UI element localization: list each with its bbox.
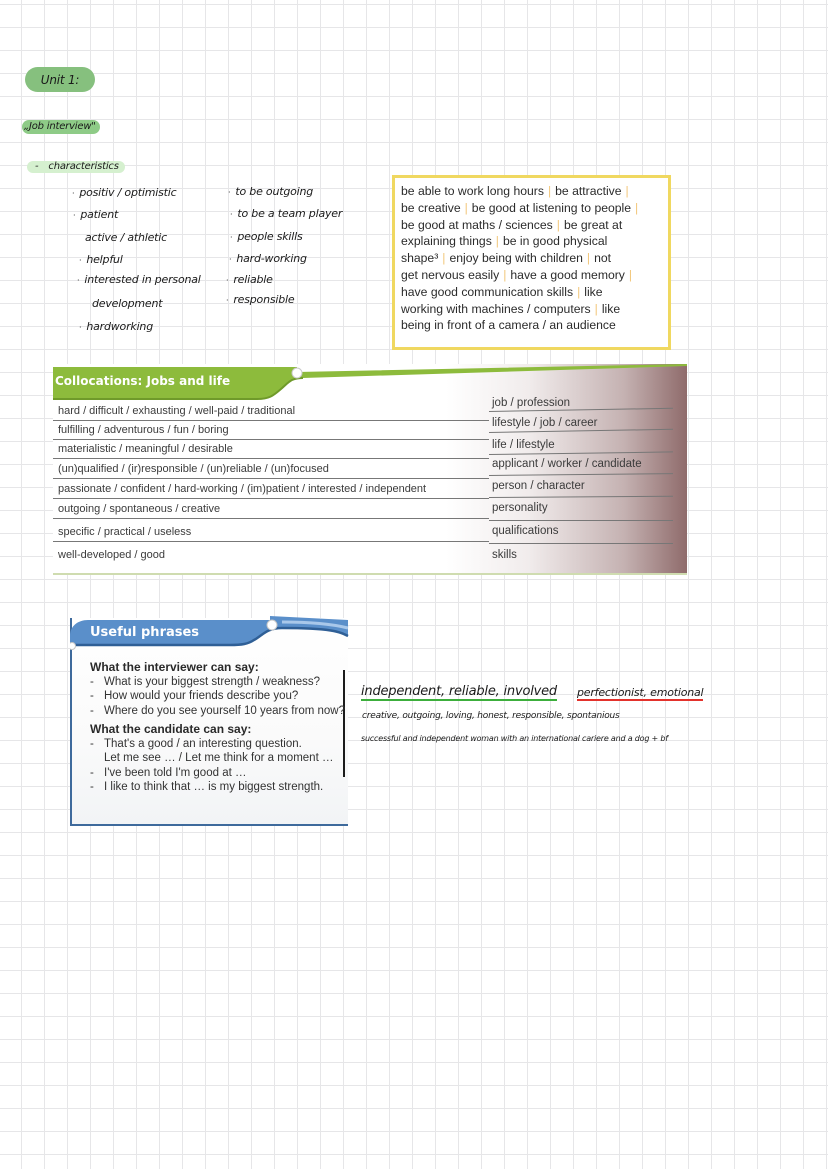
collocation-adjectives: hard / difficult / exhausting / well-paid / traditional xyxy=(58,405,296,417)
separator: | xyxy=(594,301,598,316)
list-item: · people skills xyxy=(230,230,303,243)
dot-bullet-icon: · xyxy=(229,254,232,264)
negative-traits-note xyxy=(577,686,703,699)
row-divider xyxy=(53,458,489,459)
phrase-item-continuation: Let me see … / Let me think for a moment … xyxy=(104,752,334,764)
dot-bullet-icon: · xyxy=(79,322,82,332)
separator: | xyxy=(625,184,629,198)
dot-bullet-icon: · xyxy=(79,255,82,265)
list-item: · patient xyxy=(73,208,119,221)
more-traits-note: creative, outgoing, loving, honest, responsible, spontanious xyxy=(362,711,620,721)
positive-traits: independent, reliable, involved xyxy=(361,684,557,699)
dot-bullet-icon: · xyxy=(230,232,233,242)
collocation-noun: skills xyxy=(492,549,517,561)
list-item: development xyxy=(92,297,163,310)
phrase-item: - I've been told I'm good at … xyxy=(90,766,247,779)
list-item: · responsible xyxy=(226,293,295,306)
collocations-table xyxy=(53,364,687,575)
collocation-adjectives: fulfilling / adventurous / fun / boring xyxy=(58,424,229,436)
collocation-noun: person / character xyxy=(492,480,585,492)
abilities-box xyxy=(392,175,671,350)
separator: | xyxy=(635,200,639,215)
positive-traits-note xyxy=(361,684,557,699)
separator: | xyxy=(442,251,446,266)
dash-bullet-icon: - xyxy=(90,737,94,750)
phrase-item: - What is your biggest strength / weakness? xyxy=(90,675,321,688)
collocation-adjectives: specific / practical / useless xyxy=(58,526,192,538)
separator: | xyxy=(464,200,468,215)
candidate-heading: What the candidate can say: xyxy=(90,722,252,736)
row-divider xyxy=(53,478,489,479)
collocation-adjectives: passionate / confident / hard-working / (im)patient / interested / independent xyxy=(58,483,427,495)
row-divider xyxy=(53,498,489,499)
list-item: · to be a team player xyxy=(230,207,343,220)
abilities-line: have good communication skills | like xyxy=(401,284,603,299)
dot-bullet-icon: · xyxy=(226,295,229,305)
row-divider xyxy=(489,543,673,544)
collocations-title: Collocations: Jobs and life xyxy=(55,374,231,388)
row-divider xyxy=(489,520,673,521)
useful-phrases-body xyxy=(90,660,345,795)
separator: | xyxy=(628,267,633,282)
negative-traits: perfectionist, emotional xyxy=(577,686,704,699)
collocation-noun: lifestyle / job / career xyxy=(492,417,598,429)
abilities-line: be able to work long hours | be attractive | xyxy=(401,184,629,198)
collocation-adjectives: materialistic / meaningful / desirable xyxy=(58,443,233,455)
list-item: · to be outgoing xyxy=(228,185,314,198)
phrase-item: - Where do you see yourself 10 years from now? xyxy=(90,704,345,717)
dash-bullet-icon: - xyxy=(35,161,39,172)
characteristics-label: characteristics xyxy=(48,161,119,172)
useful-phrases-title: Useful phrases xyxy=(90,625,200,640)
abilities-line: get nervous easily | have a good memory | xyxy=(401,267,633,282)
table-row xyxy=(53,523,673,542)
dot-bullet-icon: · xyxy=(228,187,231,197)
dot-bullet-icon: · xyxy=(226,275,229,285)
interviewer-heading: What the interviewer can say: xyxy=(90,660,259,674)
dash-bullet-icon: - xyxy=(90,781,94,793)
dot-bullet-icon: · xyxy=(230,209,233,219)
abilities-line: being in front of a camera / an audience xyxy=(401,318,616,333)
table-row xyxy=(53,546,673,565)
collocation-noun: personality xyxy=(492,502,548,514)
topic-label: „Job interview" xyxy=(24,121,96,132)
collocation-adjectives: well-developed / good xyxy=(58,549,166,561)
list-item: active / athletic xyxy=(85,231,168,244)
phrase-item: - I like to think that … is my biggest strength. xyxy=(90,781,324,793)
abilities-line: working with machines / computers | like xyxy=(401,301,621,316)
unit-title-pill xyxy=(25,67,95,92)
collocation-noun: applicant / worker / candidate xyxy=(492,458,642,470)
list-item: · interested in personal xyxy=(77,273,201,286)
collocation-noun: life / lifestyle xyxy=(492,439,555,451)
collocation-adjectives: (un)qualified / (ir)responsible / (un)reliable / (un)focused xyxy=(58,463,329,475)
list-item: · reliable xyxy=(226,273,273,286)
separator: | xyxy=(495,234,499,249)
table-row xyxy=(53,500,673,519)
unit-title: Unit 1: xyxy=(40,72,80,87)
separator: | xyxy=(556,217,560,232)
list-item: · hard-working xyxy=(229,252,307,265)
dash-bullet-icon: - xyxy=(90,690,94,702)
abilities-line: be creative | be good at listening to people | xyxy=(401,200,639,215)
dot-bullet-icon: · xyxy=(72,188,75,198)
table-row xyxy=(53,440,673,459)
separator: | xyxy=(503,267,507,282)
goal-sentence-note: successful and independent woman with an international cariere and a dog + bf xyxy=(361,734,668,743)
abilities-line: be good at maths / sciences | be great at xyxy=(401,217,623,232)
row-divider xyxy=(53,541,489,542)
collocation-adjectives: outgoing / spontaneous / creative xyxy=(58,503,221,515)
list-item: · positiv / optimistic xyxy=(72,186,177,199)
separator: | xyxy=(547,184,552,198)
abilities-line: explaining things | be in good physical xyxy=(401,234,608,249)
list-item: · hardworking xyxy=(79,320,153,333)
dash-bullet-icon: - xyxy=(90,675,94,688)
phrase-item: - How would your friends describe you? xyxy=(90,690,299,702)
separator: | xyxy=(586,251,591,266)
phrase-item: - That's a good / an interesting question. xyxy=(90,737,302,750)
useful-phrases-box xyxy=(70,618,348,826)
collocation-noun: qualifications xyxy=(492,525,559,537)
dash-bullet-icon: - xyxy=(90,704,94,717)
row-divider xyxy=(53,518,489,519)
dash-bullet-icon: - xyxy=(90,766,94,779)
characteristics-heading xyxy=(27,161,125,173)
collocation-noun: job / profession xyxy=(492,397,570,409)
abilities-line: shape³ | enjoy being with children | not xyxy=(401,251,612,266)
dot-bullet-icon: · xyxy=(77,275,80,285)
dot-bullet-icon: · xyxy=(73,210,76,220)
list-item: · helpful xyxy=(79,253,123,266)
separator: | xyxy=(577,284,581,299)
topic-heading xyxy=(22,120,100,134)
